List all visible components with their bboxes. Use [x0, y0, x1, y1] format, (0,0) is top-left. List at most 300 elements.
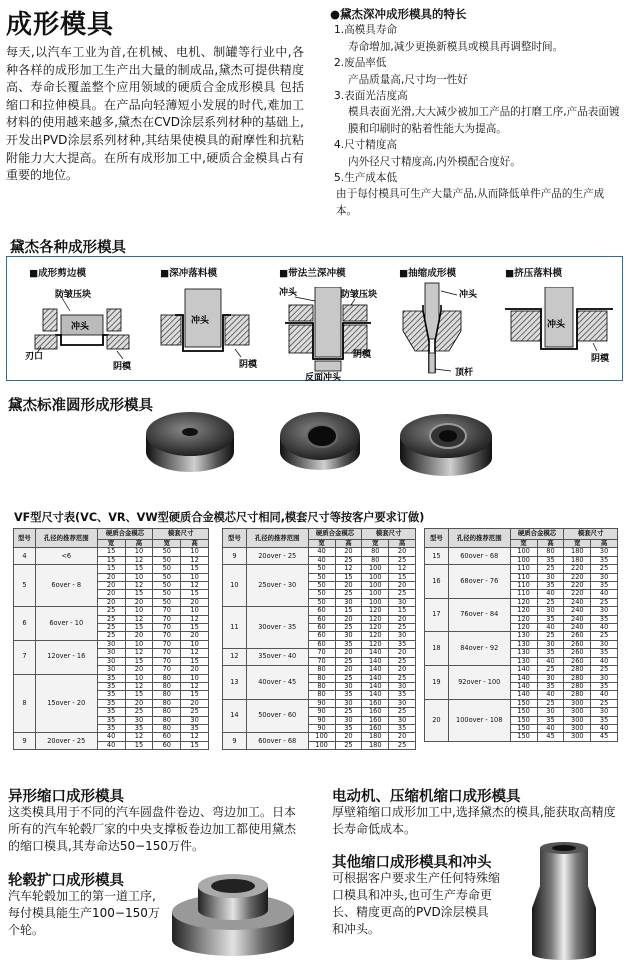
- diagram2-part-punch: 冲头: [191, 316, 210, 326]
- diagram3-part-punch: 冲头: [279, 288, 298, 298]
- cell-value: 25: [389, 708, 416, 716]
- cell-value: 30: [537, 607, 564, 615]
- features-section: [330, 6, 625, 219]
- cell-value: 35: [389, 691, 416, 699]
- cell-value: 20: [335, 615, 362, 623]
- cell-value: 260: [564, 657, 591, 665]
- cell-value: 25: [537, 666, 564, 674]
- cell-value: 35: [125, 724, 153, 732]
- cell-value: 25: [591, 699, 618, 707]
- cell-type: 19: [425, 666, 449, 700]
- cell-value: 12: [125, 682, 153, 690]
- features-list: [330, 22, 625, 219]
- cell-value: 20: [97, 573, 125, 581]
- cell-value: 40: [537, 624, 564, 632]
- cell-type: 9: [14, 733, 36, 750]
- cell-value: 280: [564, 691, 591, 699]
- cell-value: 50: [153, 573, 181, 581]
- cell-value: 70: [308, 649, 335, 657]
- th-w: 宽: [564, 540, 591, 548]
- cell-value: 10: [181, 674, 209, 682]
- cell-range: 84over - 92: [448, 632, 510, 666]
- cell-value: 20: [97, 598, 125, 606]
- cell-value: 80: [308, 691, 335, 699]
- cell-range: 40over - 45: [246, 666, 308, 700]
- hub-title: 轮毂扩口成形模具: [8, 873, 124, 889]
- cell-value: 15: [125, 624, 153, 632]
- cell-value: 140: [362, 674, 389, 682]
- cell-value: 25: [335, 741, 362, 749]
- cell-value: 15: [181, 691, 209, 699]
- cell-value: 180: [362, 733, 389, 741]
- hub-die-photo: [168, 862, 298, 962]
- diagram-label-5: ■挤压落料模: [505, 268, 563, 279]
- cell-value: 50: [153, 590, 181, 598]
- cell-value: 15: [125, 657, 153, 665]
- cell-type: 12: [223, 649, 247, 666]
- cell-value: 140: [510, 674, 537, 682]
- cell-value: 25: [591, 565, 618, 573]
- cell-value: 12: [125, 733, 153, 741]
- cell-value: 100: [362, 590, 389, 598]
- th-h: 高: [537, 540, 564, 548]
- cell-value: 110: [510, 565, 537, 573]
- cell-value: 10: [125, 640, 153, 648]
- cell-value: 15: [181, 657, 209, 665]
- cell-value: 35: [335, 691, 362, 699]
- motor-title: 电动机、压缩机缩口成形模具: [332, 789, 521, 805]
- cell-range: 30over - 35: [246, 607, 308, 649]
- page-title: 成形模具: [6, 10, 115, 40]
- diagram-label-3: ■带法兰深冲模: [279, 268, 346, 279]
- cell-value: 130: [510, 649, 537, 657]
- cell-value: 15: [125, 565, 153, 573]
- diagram-label-1: ■成形剪边模: [29, 268, 87, 279]
- cell-value: 20: [181, 598, 209, 606]
- cell-value: 12: [181, 733, 209, 741]
- diagram2-part-die: 阴模: [239, 360, 258, 370]
- cell-type: 9: [223, 733, 247, 750]
- cell-value: 15: [389, 607, 416, 615]
- table-row: [425, 565, 618, 573]
- cell-value: 160: [362, 724, 389, 732]
- cell-value: 40: [97, 741, 125, 749]
- cell-value: 80: [153, 691, 181, 699]
- cell-value: 35: [335, 724, 362, 732]
- intro-paragraph: 每天,以汽车工业为首,在机械、电机、制罐等行业中,各种各样的成形加工生产出大量的制成品,黛杰可提供精度高、寿命长覆盖整个应用领域的硬质合金成形模具 包括缩口和拉伸模具。在产品向轻薄短小发展的时代,难加工材料的使用越来越多,黛杰在CVD涂层系列材种的基础上,开发出PVD涂层系列材种,其结果使模具的耐摩性和抗粘附能力大大提高。在所有成形加工中,硬质合金模具占有重要的地位。: [6, 45, 304, 183]
- cell-value: 80: [537, 548, 564, 556]
- diagram5-part-punch: 冲头: [547, 320, 566, 330]
- cell-value: 35: [181, 724, 209, 732]
- cell-value: 300: [564, 733, 591, 741]
- cell-value: 35: [97, 716, 125, 724]
- cell-value: 20: [97, 582, 125, 590]
- cell-value: 30: [591, 674, 618, 682]
- cell-type: 17: [425, 598, 449, 632]
- cell-value: 20: [389, 733, 416, 741]
- cell-value: 30: [537, 674, 564, 682]
- cell-value: 50: [308, 573, 335, 581]
- cell-value: 130: [510, 632, 537, 640]
- cell-value: 260: [564, 632, 591, 640]
- feature-desc: 模具表面光滑,大大减少被加工产品的打磨工序,产品表面镀膜和印刷时的粘着性能大为提高。: [348, 106, 620, 135]
- feature-desc: 由于每付模具可生产大量产品,从而降低单件产品的生产成本。: [336, 188, 605, 217]
- cell-value: 30: [97, 657, 125, 665]
- cell-value: 130: [510, 640, 537, 648]
- cell-value: 240: [564, 607, 591, 615]
- round-die-photo-3: [394, 404, 498, 484]
- feature-desc: 产品质量高,尺寸均一性好: [348, 73, 468, 86]
- cell-value: 140: [510, 691, 537, 699]
- cell-value: 20: [181, 632, 209, 640]
- cell-value: 25: [389, 624, 416, 632]
- th-w: 宽: [510, 540, 537, 548]
- cell-value: 10: [181, 640, 209, 648]
- cell-value: 20: [125, 598, 153, 606]
- cell-value: 40: [537, 724, 564, 732]
- cell-value: 180: [564, 556, 591, 564]
- cell-value: 30: [537, 640, 564, 648]
- cell-value: 30: [335, 598, 362, 606]
- cell-value: 30: [389, 699, 416, 707]
- cell-value: 35: [97, 699, 125, 707]
- cell-value: 20: [335, 649, 362, 657]
- diagram-label-2: ■深冲落料模: [160, 268, 218, 279]
- cell-value: 150: [510, 724, 537, 732]
- cell-value: 12: [181, 582, 209, 590]
- cell-value: 30: [97, 666, 125, 674]
- cell-value: 50: [308, 598, 335, 606]
- cell-value: 30: [389, 632, 416, 640]
- diagram-trimming-die: [25, 287, 140, 379]
- special-text: 这类模具用于不同的汽车圆盘件卷边、弯边加工。日本所有的汽车轮毂厂家的中央支撑板卷边加工都使用黛杰的缩口模具,其寿命达50−150万件。: [8, 805, 297, 853]
- cell-value: 30: [591, 640, 618, 648]
- cell-range: 76over - 84: [448, 598, 510, 632]
- cell-value: 25: [335, 708, 362, 716]
- cell-value: 140: [510, 666, 537, 674]
- th-range: 孔径的推荐范围: [35, 529, 97, 548]
- cell-value: 30: [389, 598, 416, 606]
- cell-value: 240: [564, 624, 591, 632]
- cell-value: 35: [591, 556, 618, 564]
- cell-value: 180: [564, 548, 591, 556]
- table-row: [425, 666, 618, 674]
- diagram-flange-drawing-die: [275, 287, 393, 381]
- cell-value: 25: [591, 598, 618, 606]
- diagrams-title: 黛杰各种成形模具: [10, 240, 126, 256]
- cell-value: 30: [389, 682, 416, 690]
- cell-range: 60over - 68: [246, 733, 308, 750]
- cell-value: 12: [181, 556, 209, 564]
- cell-value: 260: [564, 640, 591, 648]
- special-title: 异形缩口成形模具: [8, 789, 124, 805]
- th-range: 孔径的推荐范围: [448, 529, 510, 548]
- cell-value: 20: [389, 615, 416, 623]
- cell-value: 40: [308, 556, 335, 564]
- cell-value: 110: [510, 590, 537, 598]
- hub-text: 汽车轮毂加工的第一道工序,每付模具能生产100−150万个轮。: [8, 889, 160, 937]
- cell-value: 50: [153, 598, 181, 606]
- cell-value: 35: [591, 649, 618, 657]
- cell-range: 20over - 25: [246, 548, 308, 565]
- cell-value: 35: [389, 640, 416, 648]
- cell-value: 140: [510, 682, 537, 690]
- cell-value: 40: [537, 691, 564, 699]
- cell-type: 4: [14, 548, 36, 565]
- cell-value: 20: [125, 699, 153, 707]
- cell-value: 25: [97, 615, 125, 623]
- cell-value: 35: [537, 615, 564, 623]
- cell-value: 220: [564, 573, 591, 581]
- cell-value: 70: [153, 640, 181, 648]
- cell-value: 80: [308, 682, 335, 690]
- cell-value: 30: [591, 607, 618, 615]
- cell-value: 120: [510, 598, 537, 606]
- cell-value: 30: [591, 708, 618, 716]
- cell-value: 35: [537, 582, 564, 590]
- cell-value: 220: [564, 590, 591, 598]
- th-range: 孔径的推荐范围: [246, 529, 308, 548]
- cell-value: 25: [389, 674, 416, 682]
- diagram3-part-die: 阴模: [353, 350, 372, 360]
- cell-value: 12: [125, 615, 153, 623]
- cell-type: 13: [223, 666, 247, 700]
- th-core: 硬质合金模芯: [510, 529, 564, 540]
- cell-value: 10: [125, 607, 153, 615]
- cell-value: 25: [591, 632, 618, 640]
- cell-value: 20: [335, 582, 362, 590]
- cell-value: 20: [335, 666, 362, 674]
- diagram5-part-die: 阴模: [591, 354, 610, 364]
- cell-value: 100: [308, 733, 335, 741]
- cell-value: 40: [97, 733, 125, 741]
- cell-value: 160: [362, 699, 389, 707]
- cell-range: 35over - 40: [246, 649, 308, 666]
- th-h: 高: [335, 540, 362, 548]
- diagram-deep-drawing-die: [155, 287, 265, 379]
- cell-value: 10: [125, 674, 153, 682]
- cell-range: 60over - 68: [448, 548, 510, 565]
- cell-value: 25: [97, 632, 125, 640]
- diagram1-part-die: 阴模: [113, 362, 132, 372]
- cell-value: 100: [510, 548, 537, 556]
- cell-type: 16: [425, 565, 449, 599]
- cell-value: 300: [564, 716, 591, 724]
- cell-value: 12: [125, 556, 153, 564]
- cell-value: 35: [591, 682, 618, 690]
- cell-value: 160: [362, 716, 389, 724]
- cell-value: 140: [362, 691, 389, 699]
- cell-value: 10: [125, 573, 153, 581]
- cell-value: 60: [153, 741, 181, 749]
- cell-range: <6: [35, 548, 97, 565]
- cell-value: 70: [308, 657, 335, 665]
- cell-range: 92over - 100: [448, 666, 510, 700]
- diagram1-part-punch: 冲头: [71, 322, 90, 332]
- cell-value: 240: [564, 598, 591, 606]
- cell-value: 40: [537, 657, 564, 665]
- cell-value: 30: [125, 716, 153, 724]
- diagram-label-4: ■抽缩成形模: [399, 268, 457, 279]
- cell-value: 15: [181, 590, 209, 598]
- cell-value: 12: [389, 565, 416, 573]
- cell-range: 50over - 60: [246, 699, 308, 733]
- cell-value: 90: [308, 724, 335, 732]
- cell-value: 25: [389, 590, 416, 598]
- table-row: [223, 649, 416, 657]
- round-die-photo-2: [276, 404, 364, 480]
- cell-value: 35: [591, 615, 618, 623]
- cell-value: 12: [181, 649, 209, 657]
- th-h: 高: [181, 540, 209, 548]
- cell-value: 240: [564, 615, 591, 623]
- cell-type: 9: [223, 548, 247, 565]
- cell-value: 80: [153, 716, 181, 724]
- th-w: 宽: [97, 540, 125, 548]
- cell-value: 35: [389, 724, 416, 732]
- cell-value: 35: [97, 708, 125, 716]
- cell-type: 14: [223, 699, 247, 733]
- cell-value: 20: [335, 548, 362, 556]
- th-type: 型号: [425, 529, 449, 548]
- cell-range: 25over - 30: [246, 565, 308, 607]
- cell-value: 25: [335, 624, 362, 632]
- cell-type: 8: [14, 674, 36, 733]
- cell-value: 80: [362, 548, 389, 556]
- cell-value: 30: [335, 632, 362, 640]
- cell-value: 60: [308, 640, 335, 648]
- cell-value: 60: [308, 624, 335, 632]
- cell-value: 12: [181, 682, 209, 690]
- th-core: 硬质合金模芯: [97, 529, 153, 540]
- cell-type: 18: [425, 632, 449, 666]
- cell-value: 10: [181, 607, 209, 615]
- cell-value: 30: [97, 649, 125, 657]
- cell-type: 6: [14, 607, 36, 641]
- table-row: [14, 565, 209, 573]
- cell-value: 12: [125, 582, 153, 590]
- th-sleeve: 模套尺寸: [362, 529, 416, 540]
- cell-value: 40: [537, 590, 564, 598]
- cell-value: 120: [510, 607, 537, 615]
- cell-value: 15: [181, 741, 209, 749]
- cell-value: 70: [153, 666, 181, 674]
- cell-value: 30: [591, 548, 618, 556]
- cell-value: 45: [591, 733, 618, 741]
- round-die-photo-1: [140, 400, 240, 478]
- cell-value: 35: [537, 556, 564, 564]
- cell-value: 280: [564, 674, 591, 682]
- cell-value: 35: [591, 582, 618, 590]
- cell-value: 15: [125, 741, 153, 749]
- cell-value: 260: [564, 649, 591, 657]
- feature-label: 4.尺寸精度高: [334, 139, 398, 152]
- cell-type: 7: [14, 640, 36, 674]
- cell-value: 70: [153, 615, 181, 623]
- cell-value: 45: [537, 733, 564, 741]
- cell-value: 80: [153, 708, 181, 716]
- size-table-1: [13, 528, 209, 750]
- diagrams-box: [6, 256, 623, 381]
- cell-value: 10: [125, 548, 153, 556]
- cell-value: 20: [97, 590, 125, 598]
- cell-value: 40: [591, 724, 618, 732]
- round-dies-title: 黛杰标准圆形成形模具: [8, 398, 153, 414]
- size-table-title: VF型尺寸表(VC、VR、VW型硬质合金模芯尺寸相同,模套尺寸等按客户要求订做): [14, 511, 425, 524]
- cell-value: 30: [181, 716, 209, 724]
- cell-value: 220: [564, 582, 591, 590]
- cell-value: 80: [153, 674, 181, 682]
- cell-value: 300: [564, 708, 591, 716]
- cell-value: 90: [308, 716, 335, 724]
- cell-value: 15: [335, 607, 362, 615]
- feature-label: 3.表面光洁度高: [334, 90, 408, 103]
- cell-value: 280: [564, 682, 591, 690]
- th-h: 高: [389, 540, 416, 548]
- cell-value: 120: [510, 615, 537, 623]
- features-heading: ●黛杰深冲成形模具的特长: [330, 7, 467, 21]
- size-table-3: [424, 528, 618, 742]
- cell-value: 20: [389, 548, 416, 556]
- feature-label: 5.生产成本低: [334, 172, 398, 185]
- cell-value: 40: [308, 548, 335, 556]
- cell-value: 80: [153, 699, 181, 707]
- cell-range: 20over - 25: [35, 733, 97, 750]
- cell-value: 70: [153, 624, 181, 632]
- diagram4-part-ejector: 顶杆: [455, 368, 474, 378]
- cell-value: 25: [537, 565, 564, 573]
- cell-value: 35: [335, 640, 362, 648]
- cell-value: 80: [362, 556, 389, 564]
- cell-value: 30: [97, 640, 125, 648]
- cell-value: 25: [335, 657, 362, 665]
- cell-value: 10: [181, 573, 209, 581]
- cell-value: 80: [153, 682, 181, 690]
- cell-value: 25: [537, 699, 564, 707]
- cell-value: 70: [153, 649, 181, 657]
- cell-value: 120: [362, 624, 389, 632]
- cell-value: 35: [97, 691, 125, 699]
- feature-desc: 寿命增加,减少更换新模具或模具再调整时间。: [348, 40, 564, 53]
- cell-value: 12: [335, 565, 362, 573]
- table-row: [223, 733, 416, 741]
- cell-value: 60: [308, 632, 335, 640]
- cell-value: 90: [308, 699, 335, 707]
- th-sleeve: 模套尺寸: [564, 529, 618, 540]
- table-row: [223, 666, 416, 674]
- cell-value: 100: [362, 582, 389, 590]
- cell-value: 20: [181, 699, 209, 707]
- cell-value: 10: [181, 548, 209, 556]
- cell-value: 25: [97, 607, 125, 615]
- th-core: 硬质合金模芯: [308, 529, 362, 540]
- cell-value: 30: [537, 708, 564, 716]
- cell-value: 25: [335, 674, 362, 682]
- other-title: 其他缩口成形模具和冲头: [332, 855, 492, 871]
- diagram-necking-die: [395, 281, 495, 381]
- diagram-extrusion-die: [501, 287, 619, 377]
- cell-value: 50: [308, 565, 335, 573]
- cell-value: 280: [564, 666, 591, 674]
- cell-value: 150: [510, 716, 537, 724]
- cell-value: 25: [389, 741, 416, 749]
- cell-value: 50: [308, 590, 335, 598]
- cell-value: 50: [308, 582, 335, 590]
- cell-range: 6over - 8: [35, 565, 97, 607]
- cell-value: 50: [153, 565, 181, 573]
- cell-value: 20: [389, 582, 416, 590]
- cell-value: 220: [564, 565, 591, 573]
